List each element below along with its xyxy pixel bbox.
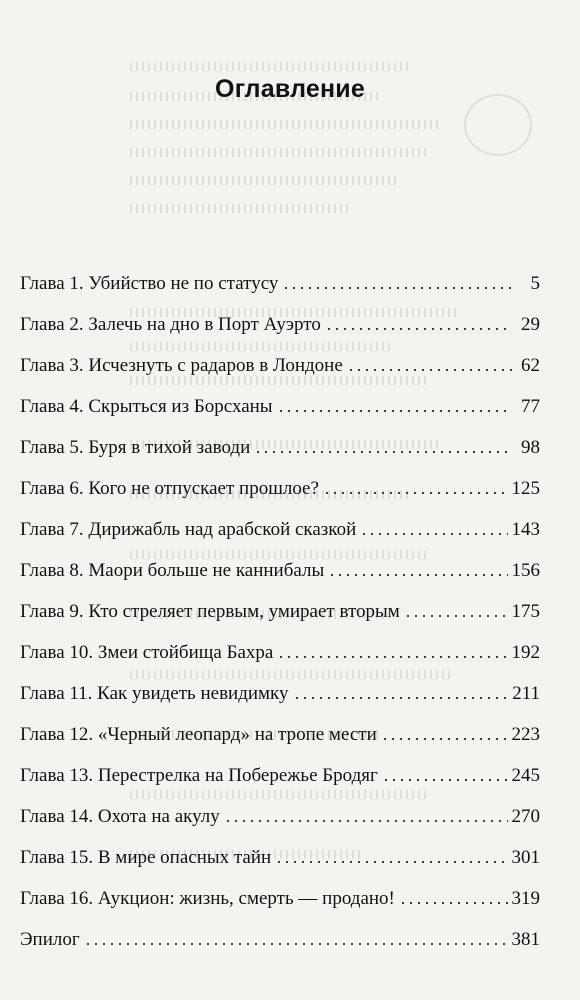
toc-page-number: 29: [521, 314, 540, 335]
toc-entry-title: Глава 10. Змеи стойбища Бахра: [20, 642, 274, 663]
toc-entry: [20, 459, 540, 500]
toc-entry-title: Глава 1. Убийство не по статусу: [20, 273, 279, 294]
toc-page-number: 223: [511, 724, 540, 745]
toc-entry: [20, 254, 540, 295]
show-through-line: [130, 120, 440, 129]
toc-dot-leader: [282, 287, 512, 289]
toc-dot-leader: [293, 697, 509, 699]
toc-entry-title: Глава 12. «Черный леопард» на тропе мести: [20, 724, 377, 745]
toc-entry: [20, 418, 540, 459]
toc-entry: [20, 787, 540, 828]
toc-dot-leader: [323, 492, 508, 494]
toc-entry: [20, 377, 540, 418]
toc-entry-title: Глава 4. Скрыться из Борсханы: [20, 396, 273, 417]
toc-page-number: 175: [511, 601, 540, 622]
toc-page-number: 5: [530, 273, 540, 294]
toc-page-number: 62: [521, 355, 540, 376]
toc-page-number: 143: [511, 519, 540, 540]
toc-page-number: 381: [511, 929, 540, 950]
toc-dot-leader: [404, 615, 508, 617]
toc-dot-leader: [277, 656, 507, 658]
toc-page-number: 301: [511, 847, 540, 868]
show-through-line: [130, 176, 400, 185]
table-of-contents: [20, 254, 540, 951]
toc-page-number: 270: [511, 806, 540, 827]
toc-entry: [20, 828, 540, 869]
toc-entry-title: Глава 16. Аукцион: жизнь, смерть — продано!: [20, 888, 395, 909]
toc-entry: [20, 582, 540, 623]
toc-entry: [20, 623, 540, 664]
toc-dot-leader: [325, 328, 512, 330]
toc-page-number: 319: [511, 888, 540, 909]
toc-dot-leader: [277, 410, 512, 412]
toc-dot-leader: [381, 738, 508, 740]
toc-entry: [20, 336, 540, 377]
toc-entry-title: Эпилог: [20, 929, 80, 950]
toc-entry-title: Глава 7. Дирижабль над арабской сказкой: [20, 519, 357, 540]
show-through-line: [130, 204, 350, 213]
toc-entry: [20, 664, 540, 705]
toc-page-number: 98: [521, 437, 540, 458]
toc-entry-title: Глава 13. Перестрелка на Побережье Бродяг: [20, 765, 378, 786]
toc-entry-title: Глава 5. Буря в тихой заводи: [20, 437, 251, 458]
toc-entry: [20, 295, 540, 336]
toc-dot-leader: [347, 369, 512, 371]
toc-dot-leader: [224, 820, 508, 822]
toc-page-number: 211: [512, 683, 540, 704]
toc-entry: [20, 910, 540, 951]
toc-dot-leader: [84, 943, 508, 945]
show-through-line: [130, 62, 410, 71]
show-through-line: [130, 148, 430, 157]
page-title: Оглавление: [215, 75, 365, 103]
toc-entry-title: Глава 6. Кого не отпускает прошлое?: [20, 478, 319, 499]
toc-entry: [20, 746, 540, 787]
toc-entry-title: Глава 11. Как увидеть невидимку: [20, 683, 289, 704]
toc-dot-leader: [399, 902, 508, 904]
toc-entry-title: Глава 14. Охота на акулу: [20, 806, 220, 827]
toc-entry-title: Глава 9. Кто стреляет первым, умирает вторым: [20, 601, 400, 622]
toc-dot-leader: [254, 451, 512, 453]
toc-entry-title: Глава 8. Маори больше не каннибалы: [20, 560, 325, 581]
toc-dot-leader: [360, 533, 507, 535]
toc-entry-title: Глава 2. Залечь на дно в Порт Ауэрто: [20, 314, 321, 335]
toc-dot-leader: [328, 574, 507, 576]
toc-page-number: 156: [511, 560, 540, 581]
toc-dot-leader: [382, 779, 508, 781]
toc-entry: [20, 500, 540, 541]
toc-dot-leader: [275, 861, 507, 863]
toc-page-number: 192: [511, 642, 540, 663]
toc-entry: [20, 705, 540, 746]
toc-page-number: 77: [521, 396, 540, 417]
toc-page-number: 125: [511, 478, 540, 499]
toc-page-number: 245: [511, 765, 540, 786]
toc-entry: [20, 541, 540, 582]
toc-entry: [20, 869, 540, 910]
toc-entry-title: Глава 15. В мире опасных тайн: [20, 847, 272, 868]
toc-entry-title: Глава 3. Исчезнуть с радаров в Лондоне: [20, 355, 343, 376]
